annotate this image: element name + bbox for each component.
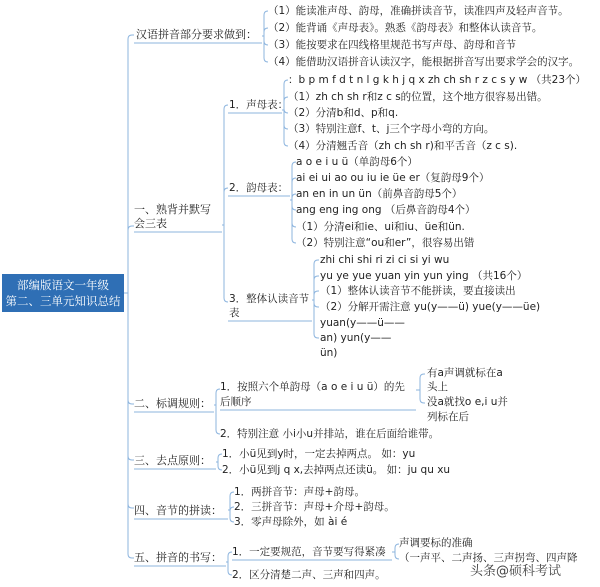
finals-title: 2．韵母表： [229, 182, 289, 194]
memorize-brace-tick [224, 298, 228, 302]
tone-detail-brace-tick [420, 399, 425, 403]
initials-item: （3）特别注意f、t、j三个字母小弯的方向。 [288, 123, 495, 135]
tone-rule1-detail: 没a就找o e,i u并 [427, 396, 508, 408]
whole-note: （2）分解开需注意 yu(y——ü) yue(y——üe) [320, 301, 541, 313]
writing-item1: 1．一定要规范，音节要写得紧凑 [232, 546, 386, 558]
memorize-brace-tick [224, 188, 228, 192]
whole-brace-tick [314, 276, 319, 280]
whole-note: （1）整体认读音节不能拼读，要直接读出 [320, 285, 516, 297]
tone-title: 二、标调规则： [134, 397, 211, 410]
finals-item: （1）分清ei和ie、ui和iu、üe和ün. [296, 221, 465, 233]
tone-rule1-line1: 1．按照六个单韵母（a o e i u ü）的先 [220, 381, 405, 393]
finals-item: ang eng ing ong （后鼻音韵母4个） [296, 204, 476, 216]
whole-syllables-line1: zhi chi shi ri zi ci si yi wu [320, 254, 450, 266]
whole-brace-tick [314, 291, 319, 295]
finals-item: an en in un ün（前鼻音韵母5个） [296, 188, 463, 200]
whole-brace-tick [314, 260, 319, 264]
tone-rule1-detail: 列标在后 [427, 411, 469, 423]
spelling-item: 3．零声母除外，如 ài é [234, 516, 348, 528]
tone-rule1-line2: 后顺序 [220, 396, 252, 408]
requirement-item: （4）能借助汉语拼音认读汉字，能根据拼音写出要求学会的汉字。 [268, 56, 580, 68]
spelling-item: 1．两拼音节：声母+韵母。 [234, 486, 365, 498]
requirement-item: （1）能读准声母、韵母，准确拼读音节，读准四声及轻声音节。 [268, 5, 569, 17]
writing-item2: 2．区分清楚二声、三声和四声。 [232, 569, 386, 581]
requirement-item: （2）能背诵《声母表》。熟悉《韵母表》和整体认读音节。 [268, 22, 543, 34]
initials-item: ：b p m f d t n l g k h j q x zh ch sh r z c s y w （共23个） [288, 74, 587, 86]
finals-item: （2）特别注意“ou和er”，很容易出错 [296, 237, 475, 249]
dots-item: 2．小ü见到j q x,去掉两点还读ü。 如：ju qu xu [222, 464, 451, 476]
requirements-title: 汉语拼音部分要求做到： [136, 28, 257, 41]
writing-title: 五、拼音的书写： [134, 551, 222, 564]
memorize-title-line1: 一、熟背并默写 [134, 203, 211, 216]
initials-title: 1．声母表： [229, 99, 289, 111]
initials-item: （2）分清b和d、p和q. [288, 107, 399, 119]
whole-brace-tick [314, 303, 319, 307]
writing-item1-detail: （一声平、二声扬、三声拐弯、四声降 [399, 552, 578, 564]
tone-rule1-detail: 有a声调就标在a [427, 367, 503, 379]
dots-item: 1．小ü见到y时，一定去掉两点。 如：yu [222, 448, 416, 460]
whole-note: yuan(y——ü—— [320, 317, 405, 329]
watermark: 头条@硕科考试 [470, 564, 562, 579]
initials-item: （4）分清翘舌音（zh ch sh r)和平舌音（z c s). [288, 140, 518, 152]
whole-title-line1: 3．整体认读音节 [229, 293, 310, 305]
whole-title-line2: 表 [229, 307, 240, 319]
tone-rule1-detail: 头上 [427, 381, 448, 393]
tone-rule2: 2．特别注意 小i小u并排站，谁在后面给谁带。 [220, 428, 440, 440]
requirement-item: （3）能按要求在四线格里规范书写声母、韵母和音节 [268, 39, 517, 51]
whole-note: an) yun(y—— [320, 332, 392, 344]
dots-title: 三、去点原则： [134, 454, 211, 467]
finals-item: a o e i u ü（单韵母6个） [296, 156, 418, 168]
whole-syllables-line2: yu ye yue yuan yin yun ying （共16个） [320, 270, 528, 282]
writing-item1-detail: 声调要标的准确 [399, 537, 473, 549]
spelling-title: 四、音节的拼读： [134, 504, 222, 517]
whole-brace-tick [314, 334, 319, 338]
memorize-brace-tick [224, 105, 228, 109]
initials-item: （1）zh ch sh r和z c s的位置，这个地方很容易出错。 [288, 91, 548, 103]
whole-note: ün) [320, 347, 338, 359]
root-title-line1: 部编版语文一年级 [17, 278, 109, 292]
tone-detail-brace-tick [420, 374, 425, 378]
root-node [2, 274, 124, 312]
root-title-line2: 第二、三单元知识总结 [5, 294, 121, 308]
root-brace-tick [128, 35, 134, 39]
memorize-title-line2: 会三表 [134, 217, 167, 230]
spelling-item: 2．三拼音节：声母+介母+韵母。 [234, 501, 395, 513]
finals-item: ai ei ui ao ou iu ie üe er（复韵母9个） [296, 172, 490, 184]
